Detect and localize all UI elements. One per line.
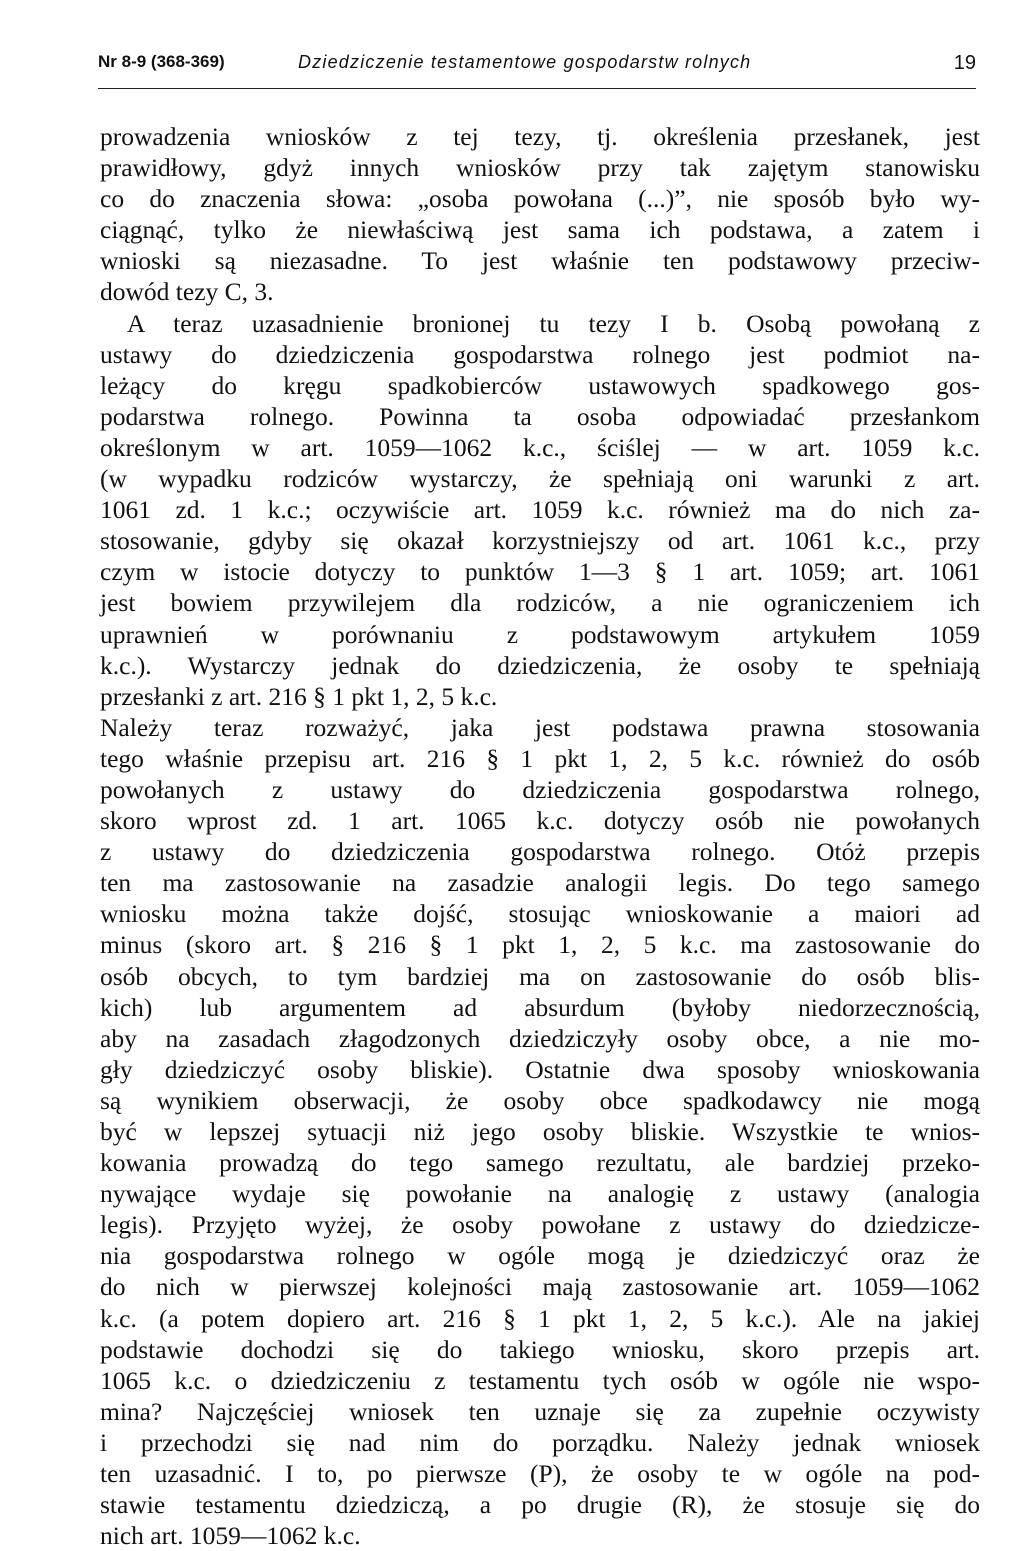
text-line: ten uzasadnić. I to, po pierwsze (P), że osoby te w ogóle na pod- (100, 1459, 980, 1489)
text-line: tego właśnie przepisu art. 216 § 1 pkt 1, 2, 5 k.c. również do osób (100, 743, 980, 773)
text-line: do nich w pierwszej kolejności mają zastosowanie art. 1059—1062 (100, 1272, 980, 1302)
paragraph-start-line: Należy teraz rozważyć, jaka jest podstawa prawna stosowania (100, 712, 980, 742)
text-line: minus (skoro art. § 216 § 1 pkt 1, 2, 5 k.c. ma zastosowanie do (100, 930, 980, 960)
text-line: osób obcych, to tym bardziej ma on zastosowanie do osób blis- (100, 961, 980, 991)
text-line: legis). Przyjęto wyżej, że osoby powołane z ustawy do dziedzicze- (100, 1210, 980, 1240)
text-line: leżący do kręgu spadkobierców ustawowych spadkowego gos- (100, 370, 980, 400)
text-line: kowania prowadzą do tego samego rezultatu, ale bardziej przeko- (100, 1148, 980, 1178)
text-line: podstawie dochodzi się do takiego wniosku, skoro przepis art. (100, 1334, 980, 1364)
running-header (98, 48, 976, 89)
text-line: stosowanie, gdyby się okazał korzystniejszy od art. 1061 k.c., przy (100, 526, 980, 556)
text-line: z ustawy do dziedziczenia gospodarstwa rolnego. Otóż przepis (100, 837, 980, 867)
running-title: Dziedziczenie testamentowe gospodarstw rolnych (298, 52, 752, 72)
text-line: uprawnień w porównaniu z podstawowym artykułem 1059 (100, 619, 980, 649)
text-line: ciągnąć, tylko że niewłaściwą jest sama ich podstawa, a zatem i (100, 215, 980, 245)
text-line: prawidłowy, gdyż innych wniosków przy tak zajętym stanowisku (100, 153, 980, 183)
text-line: nich art. 1059—1062 k.c. (100, 1521, 361, 1551)
text-line: mina? Najczęściej wniosek ten uznaje się za zupełnie oczywisty (100, 1396, 980, 1426)
text-line: k.c. (a potem dopiero art. 216 § 1 pkt 1, 2, 5 k.c.). Ale na jakiej (100, 1303, 980, 1333)
text-line: wnioski są niezasadne. To jest właśnie ten podstawowy przeciw- (100, 246, 980, 276)
text-line: gły dziedziczyć osoby bliskie). Ostatnie dwa sposoby wnioskowania (100, 1054, 980, 1084)
text-line: jest bowiem przywilejem dla rodziców, a nie ograniczeniem ich (100, 588, 980, 618)
text-line: ten ma zastosowanie na zasadzie analogii legis. Do tego samego (100, 868, 980, 898)
text-line: (w wypadku rodziców wystarczy, że spełniają oni warunki z art. (100, 464, 980, 494)
text-line: podarstwa rolnego. Powinna ta osoba odpowiadać przesłankom (100, 401, 980, 431)
text-line: skoro wprost zd. 1 art. 1065 k.c. dotyczy osób nie powołanych (100, 806, 980, 836)
text-line: przesłanki z art. 216 § 1 pkt 1, 2, 5 k.c. (100, 681, 498, 711)
text-line: k.c.). Wystarczy jednak do dziedziczenia, że osoby te spełniają (100, 650, 980, 680)
text-line: 1061 zd. 1 k.c.; oczywiście art. 1059 k.c. również ma do nich za- (100, 495, 980, 525)
text-line: powołanych z ustawy do dziedziczenia gospodarstwa rolnego, (100, 774, 980, 804)
text-line: nia gospodarstwa rolnego w ogóle mogą je dziedziczyć oraz że (100, 1241, 980, 1271)
text-line: ustawy do dziedziczenia gospodarstwa rolnego jest podmiot na- (100, 339, 980, 369)
text-line: aby na zasadach złagodzonych dziedziczyły osoby obce, a nie mo- (100, 1023, 980, 1053)
paragraph-start-line: A teraz uzasadnienie bronionej tu tezy I b. Osobą powołaną z (127, 308, 980, 338)
text-line: stawie testamentu dziedziczą, a po drugie (R), że stosuje się do (100, 1490, 980, 1520)
text-line: dowód tezy C, 3. (100, 277, 274, 307)
text-line: co do znaczenia słowa: „osoba powołana (...)”, nie sposób było wy- (100, 184, 980, 214)
journal-issue-number: Nr 8-9 (368-369) (98, 52, 225, 71)
text-line: prowadzenia wniosków z tej tezy, tj. określenia przesłanek, jest (100, 122, 980, 151)
text-line: kich) lub argumentem ad absurdum (byłoby niedorzecznością, (100, 992, 980, 1022)
text-line: być w lepszej sytuacji niż jego osoby bliskie. Wszystkie te wnios- (100, 1117, 980, 1146)
text-line: 1065 k.c. o dziedziczeniu z testamentu tych osób w ogóle nie wspo- (100, 1365, 980, 1395)
text-line: nywające wydaje się powołanie na analogię z ustawy (analogia (100, 1179, 980, 1209)
text-line: są wynikiem obserwacji, że osoby obce spadkodawcy nie mogą (100, 1085, 980, 1115)
text-line: określonym w art. 1059—1062 k.c., ściślej — w art. 1059 k.c. (100, 432, 980, 462)
page-number: 19 (953, 52, 976, 74)
text-line: i przechodzi się nad nim do porządku. Należy jednak wniosek (100, 1427, 980, 1457)
article-body (100, 121, 980, 1551)
text-line: wniosku można także dojść, stosując wnioskowanie a maiori ad (100, 899, 980, 929)
text-line: czym w istocie dotyczy to punktów 1—3 § 1 art. 1059; art. 1061 (100, 557, 980, 587)
